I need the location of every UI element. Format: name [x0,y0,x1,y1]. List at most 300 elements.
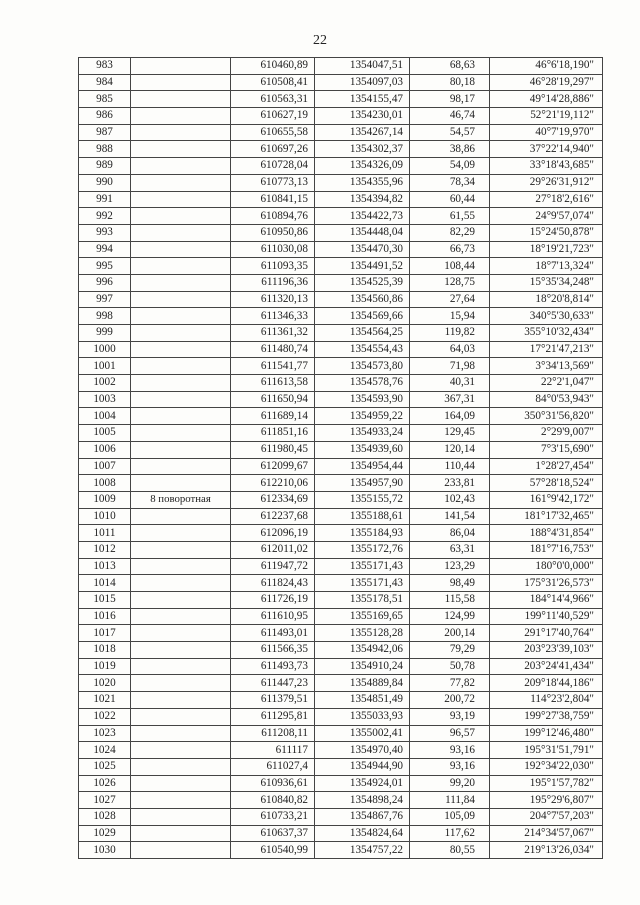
direction-angle-cell: 18°7'13,324" [490,258,603,275]
direction-angle-cell: 114°23'2,804" [490,692,603,709]
point-note-cell [131,625,231,642]
table-row [79,675,603,692]
direction-angle-cell: 199°11'40,529" [490,608,603,625]
distance-cell: 200,14 [410,625,490,642]
direction-angle-cell: 195°29'6,807" [490,792,603,809]
point-number-cell: 1015 [79,592,131,609]
point-number-cell: 1023 [79,725,131,742]
x-coordinate-cell: 610840,82 [231,792,315,809]
direction-angle-cell: 195°31'51,791" [490,742,603,759]
y-coordinate-cell: 1354267,14 [315,124,410,141]
direction-angle-cell: 22°2'1,047" [490,375,603,392]
distance-cell: 80,55 [410,842,490,859]
y-coordinate-cell: 1354851,49 [315,692,410,709]
point-note-cell [131,675,231,692]
distance-cell: 108,44 [410,258,490,275]
y-coordinate-cell: 1354898,24 [315,792,410,809]
coordinates-table [78,57,603,859]
point-number-cell: 1021 [79,692,131,709]
x-coordinate-cell: 611093,35 [231,258,315,275]
y-coordinate-cell: 1354422,73 [315,208,410,225]
point-number-cell: 1018 [79,642,131,659]
point-number-cell: 1005 [79,425,131,442]
distance-cell: 40,31 [410,375,490,392]
point-number-cell: 997 [79,291,131,308]
distance-cell: 77,82 [410,675,490,692]
point-note-cell [131,758,231,775]
direction-angle-cell: 49°14'28,886" [490,91,603,108]
point-note-cell [131,74,231,91]
point-note-cell [131,124,231,141]
distance-cell: 111,84 [410,792,490,809]
point-note-cell [131,825,231,842]
point-number-cell: 1019 [79,658,131,675]
x-coordinate-cell: 610936,61 [231,775,315,792]
x-coordinate-cell: 611980,45 [231,441,315,458]
x-coordinate-cell: 612210,06 [231,475,315,492]
point-number-cell: 1000 [79,341,131,358]
table-row [79,274,603,291]
y-coordinate-cell: 1354954,44 [315,458,410,475]
direction-angle-cell: 175°31'26,573" [490,575,603,592]
distance-cell: 99,20 [410,775,490,792]
table-row [79,425,603,442]
direction-angle-cell: 219°13'26,034" [490,842,603,859]
direction-angle-cell: 199°12'46,480" [490,725,603,742]
x-coordinate-cell: 610773,13 [231,174,315,191]
distance-cell: 128,75 [410,274,490,291]
y-coordinate-cell: 1354491,52 [315,258,410,275]
y-coordinate-cell: 1354939,60 [315,441,410,458]
direction-angle-cell: 184°14'4,966" [490,592,603,609]
direction-angle-cell: 17°21'47,213" [490,341,603,358]
y-coordinate-cell: 1355169,65 [315,608,410,625]
page-number: 22 [313,33,327,48]
table-row [79,541,603,558]
distance-cell: 68,63 [410,58,490,75]
distance-cell: 123,29 [410,558,490,575]
table-row [79,625,603,642]
distance-cell: 96,57 [410,725,490,742]
direction-angle-cell: 199°27'38,759" [490,708,603,725]
direction-angle-cell: 37°22'14,940" [490,141,603,158]
point-number-cell: 989 [79,158,131,175]
point-note-cell [131,141,231,158]
point-number-cell: 994 [79,241,131,258]
y-coordinate-cell: 1354942,06 [315,642,410,659]
distance-cell: 93,16 [410,758,490,775]
distance-cell: 66,73 [410,241,490,258]
point-note-cell [131,725,231,742]
point-number-cell: 1016 [79,608,131,625]
point-number-cell: 1010 [79,508,131,525]
y-coordinate-cell: 1354757,22 [315,842,410,859]
table-row [79,491,603,508]
y-coordinate-cell: 1354569,66 [315,308,410,325]
point-note-cell [131,458,231,475]
point-number-cell: 1022 [79,708,131,725]
x-coordinate-cell: 610697,26 [231,141,315,158]
point-number-cell: 1001 [79,358,131,375]
coordinates-table-body [79,58,603,859]
point-note-cell [131,608,231,625]
distance-cell: 105,09 [410,808,490,825]
x-coordinate-cell: 611295,81 [231,708,315,725]
y-coordinate-cell: 1355128,28 [315,625,410,642]
x-coordinate-cell: 610655,58 [231,124,315,141]
y-coordinate-cell: 1354355,96 [315,174,410,191]
point-number-cell: 1013 [79,558,131,575]
table-row [79,441,603,458]
distance-cell: 64,03 [410,341,490,358]
table-row [79,325,603,342]
direction-angle-cell: 181°17'32,465" [490,508,603,525]
x-coordinate-cell: 612334,69 [231,491,315,508]
point-number-cell: 1004 [79,408,131,425]
direction-angle-cell: 340°5'30,633" [490,308,603,325]
direction-angle-cell: 24°9'57,074" [490,208,603,225]
point-number-cell: 993 [79,224,131,241]
table-row [79,208,603,225]
point-number-cell: 1011 [79,525,131,542]
table-row [79,308,603,325]
y-coordinate-cell: 1354957,90 [315,475,410,492]
distance-cell: 71,98 [410,358,490,375]
table-row [79,692,603,709]
point-number-cell: 1008 [79,475,131,492]
point-number-cell: 1020 [79,675,131,692]
distance-cell: 102,43 [410,491,490,508]
x-coordinate-cell: 612099,67 [231,458,315,475]
y-coordinate-cell: 1354047,51 [315,58,410,75]
point-number-cell: 987 [79,124,131,141]
point-number-cell: 983 [79,58,131,75]
direction-angle-cell: 40°7'19,970" [490,124,603,141]
x-coordinate-cell: 611361,32 [231,325,315,342]
distance-cell: 80,18 [410,74,490,91]
point-note-cell [131,541,231,558]
distance-cell: 110,44 [410,458,490,475]
direction-angle-cell: 18°19'21,723" [490,241,603,258]
y-coordinate-cell: 1355188,61 [315,508,410,525]
distance-cell: 119,82 [410,325,490,342]
table-row [79,775,603,792]
direction-angle-cell: 18°20'8,814" [490,291,603,308]
x-coordinate-cell: 611196,36 [231,274,315,291]
y-coordinate-cell: 1355171,43 [315,558,410,575]
x-coordinate-cell: 611320,13 [231,291,315,308]
table-row [79,58,603,75]
x-coordinate-cell: 610563,31 [231,91,315,108]
direction-angle-cell: 180°0'0,000" [490,558,603,575]
table-row [79,792,603,809]
table-row [79,558,603,575]
point-note-cell [131,792,231,809]
point-note-cell [131,425,231,442]
direction-angle-cell: 46°28'19,297" [490,74,603,91]
x-coordinate-cell: 610627,19 [231,108,315,125]
x-coordinate-cell: 612237,68 [231,508,315,525]
direction-angle-cell: 57°28'18,524" [490,475,603,492]
direction-angle-cell: 161°9'42,172" [490,491,603,508]
distance-cell: 61,55 [410,208,490,225]
y-coordinate-cell: 1355172,76 [315,541,410,558]
point-note-cell [131,508,231,525]
y-coordinate-cell: 1354448,04 [315,224,410,241]
x-coordinate-cell: 611208,11 [231,725,315,742]
direction-angle-cell: 2°29'9,007" [490,425,603,442]
point-note-cell [131,408,231,425]
direction-angle-cell: 33°18'43,685" [490,158,603,175]
y-coordinate-cell: 1354933,24 [315,425,410,442]
x-coordinate-cell: 611566,35 [231,642,315,659]
table-row [79,391,603,408]
table-row [79,124,603,141]
table-row [79,475,603,492]
point-note-cell [131,441,231,458]
point-note-cell [131,742,231,759]
x-coordinate-cell: 610950,86 [231,224,315,241]
x-coordinate-cell: 610728,04 [231,158,315,175]
y-coordinate-cell: 1354959,22 [315,408,410,425]
point-number-cell: 990 [79,174,131,191]
point-note-cell [131,592,231,609]
x-coordinate-cell: 611610,95 [231,608,315,625]
point-note-cell [131,341,231,358]
point-number-cell: 1027 [79,792,131,809]
table-row [79,191,603,208]
y-coordinate-cell: 1354824,64 [315,825,410,842]
point-number-cell: 992 [79,208,131,225]
distance-cell: 367,31 [410,391,490,408]
distance-cell: 124,99 [410,608,490,625]
point-note-cell [131,808,231,825]
distance-cell: 233,81 [410,475,490,492]
point-number-cell: 1014 [79,575,131,592]
point-note-cell [131,158,231,175]
point-note-cell [131,241,231,258]
point-number-cell: 1029 [79,825,131,842]
direction-angle-cell: 291°17'40,764" [490,625,603,642]
point-note-cell [131,475,231,492]
table-row [79,825,603,842]
x-coordinate-cell: 611851,16 [231,425,315,442]
x-coordinate-cell: 611447,23 [231,675,315,692]
distance-cell: 120,14 [410,441,490,458]
point-number-cell: 996 [79,274,131,291]
point-number-cell: 1003 [79,391,131,408]
point-number-cell: 984 [79,74,131,91]
direction-angle-cell: 350°31'56,820" [490,408,603,425]
distance-cell: 46,74 [410,108,490,125]
distance-cell: 78,34 [410,174,490,191]
table-row [79,658,603,675]
point-note-cell [131,291,231,308]
point-number-cell: 1006 [79,441,131,458]
table-row [79,508,603,525]
y-coordinate-cell: 1354867,76 [315,808,410,825]
x-coordinate-cell: 610841,15 [231,191,315,208]
distance-cell: 54,57 [410,124,490,141]
x-coordinate-cell: 611613,58 [231,375,315,392]
x-coordinate-cell: 611379,51 [231,692,315,709]
point-number-cell: 1002 [79,375,131,392]
point-note-cell [131,708,231,725]
point-note-cell [131,558,231,575]
point-number-cell: 1017 [79,625,131,642]
point-note-cell [131,358,231,375]
point-note-cell [131,642,231,659]
point-note-cell [131,58,231,75]
table-row [79,592,603,609]
distance-cell: 129,45 [410,425,490,442]
point-note-cell [131,174,231,191]
y-coordinate-cell: 1354470,30 [315,241,410,258]
table-row [79,141,603,158]
point-number-cell: 991 [79,191,131,208]
table-row [79,174,603,191]
distance-cell: 200,72 [410,692,490,709]
y-coordinate-cell: 1354970,40 [315,742,410,759]
y-coordinate-cell: 1354889,84 [315,675,410,692]
table-row [79,525,603,542]
table-row [79,108,603,125]
point-note-cell [131,274,231,291]
x-coordinate-cell: 611117 [231,742,315,759]
point-note-cell [131,108,231,125]
point-note-cell [131,842,231,859]
point-note-cell [131,775,231,792]
point-note-cell [131,208,231,225]
y-coordinate-cell: 1354230,01 [315,108,410,125]
y-coordinate-cell: 1354924,01 [315,775,410,792]
point-note-cell [131,258,231,275]
x-coordinate-cell: 611493,73 [231,658,315,675]
y-coordinate-cell: 1354578,76 [315,375,410,392]
distance-cell: 60,44 [410,191,490,208]
distance-cell: 38,86 [410,141,490,158]
distance-cell: 164,09 [410,408,490,425]
table-row [79,642,603,659]
table-row [79,224,603,241]
table-row [79,358,603,375]
distance-cell: 98,17 [410,91,490,108]
point-number-cell: 1009 [79,491,131,508]
x-coordinate-cell: 611689,14 [231,408,315,425]
direction-angle-cell: 204°7'57,203" [490,808,603,825]
direction-angle-cell: 46°6'18,190" [490,58,603,75]
point-note-cell [131,224,231,241]
direction-angle-cell: 29°26'31,912" [490,174,603,191]
distance-cell: 117,62 [410,825,490,842]
direction-angle-cell: 192°34'22,030" [490,758,603,775]
table-row [79,408,603,425]
point-number-cell: 988 [79,141,131,158]
distance-cell: 82,29 [410,224,490,241]
x-coordinate-cell: 611030,08 [231,241,315,258]
y-coordinate-cell: 1354593,90 [315,391,410,408]
direction-angle-cell: 3°34'13,569" [490,358,603,375]
point-number-cell: 1028 [79,808,131,825]
point-number-cell: 1024 [79,742,131,759]
direction-angle-cell: 7°3'15,690" [490,441,603,458]
y-coordinate-cell: 1355178,51 [315,592,410,609]
direction-angle-cell: 195°1'57,782" [490,775,603,792]
y-coordinate-cell: 1354573,80 [315,358,410,375]
direction-angle-cell: 214°34'57,067" [490,825,603,842]
y-coordinate-cell: 1355155,72 [315,491,410,508]
x-coordinate-cell: 610637,37 [231,825,315,842]
x-coordinate-cell: 612096,19 [231,525,315,542]
x-coordinate-cell: 611493,01 [231,625,315,642]
y-coordinate-cell: 1354554,43 [315,341,410,358]
x-coordinate-cell: 610733,21 [231,808,315,825]
point-note-cell: 8 поворотная [131,491,231,508]
point-number-cell: 986 [79,108,131,125]
distance-cell: 63,31 [410,541,490,558]
table-row [79,758,603,775]
y-coordinate-cell: 1354525,39 [315,274,410,291]
y-coordinate-cell: 1354097,03 [315,74,410,91]
direction-angle-cell: 27°18'2,616" [490,191,603,208]
y-coordinate-cell: 1354326,09 [315,158,410,175]
distance-cell: 141,54 [410,508,490,525]
direction-angle-cell: 15°24'50,878" [490,224,603,241]
table-row [79,158,603,175]
table-row [79,91,603,108]
distance-cell: 86,04 [410,525,490,542]
direction-angle-cell: 188°4'31,854" [490,525,603,542]
point-number-cell: 1007 [79,458,131,475]
point-note-cell [131,692,231,709]
distance-cell: 93,16 [410,742,490,759]
x-coordinate-cell: 610894,76 [231,208,315,225]
distance-cell: 115,58 [410,592,490,609]
y-coordinate-cell: 1354155,47 [315,91,410,108]
distance-cell: 50,78 [410,658,490,675]
direction-angle-cell: 52°21'19,112" [490,108,603,125]
direction-angle-cell: 15°35'34,248" [490,274,603,291]
y-coordinate-cell: 1355184,93 [315,525,410,542]
y-coordinate-cell: 1354394,82 [315,191,410,208]
table-row [79,341,603,358]
x-coordinate-cell: 611726,19 [231,592,315,609]
y-coordinate-cell: 1354560,86 [315,291,410,308]
x-coordinate-cell: 610540,99 [231,842,315,859]
distance-cell: 79,29 [410,642,490,659]
table-row [79,725,603,742]
point-number-cell: 995 [79,258,131,275]
x-coordinate-cell: 611947,72 [231,558,315,575]
x-coordinate-cell: 611541,77 [231,358,315,375]
table-row [79,808,603,825]
point-note-cell [131,91,231,108]
point-note-cell [131,575,231,592]
x-coordinate-cell: 611346,33 [231,308,315,325]
point-number-cell: 1030 [79,842,131,859]
point-note-cell [131,525,231,542]
point-number-cell: 998 [79,308,131,325]
y-coordinate-cell: 1354944,90 [315,758,410,775]
table-row [79,258,603,275]
x-coordinate-cell: 611650,94 [231,391,315,408]
x-coordinate-cell: 610508,41 [231,74,315,91]
table-row [79,375,603,392]
table-row [79,742,603,759]
y-coordinate-cell: 1355033,93 [315,708,410,725]
y-coordinate-cell: 1355171,43 [315,575,410,592]
point-note-cell [131,308,231,325]
